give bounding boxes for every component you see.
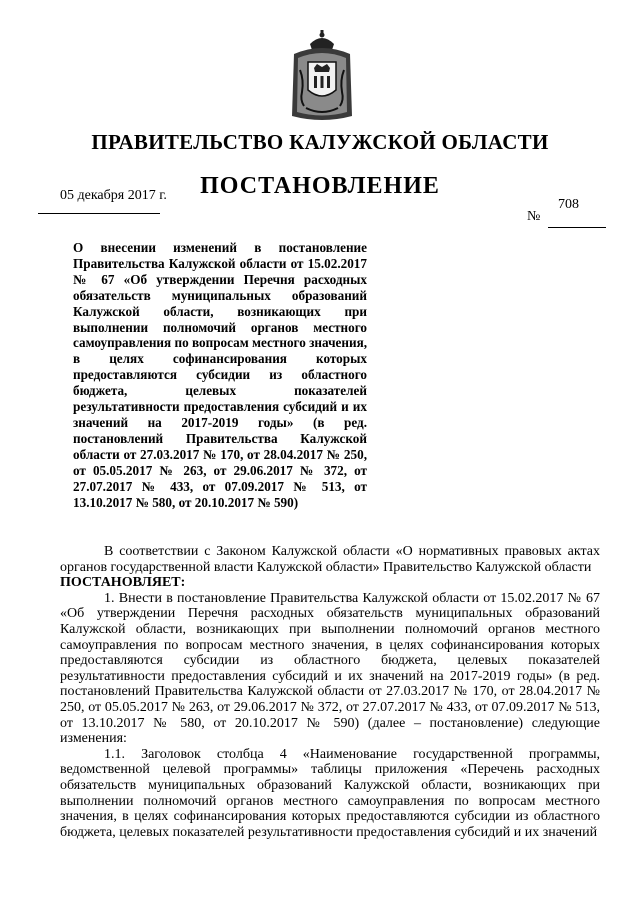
number-underline <box>548 227 606 228</box>
document-subject: О внесении изменений в постановление Правительства Калужской области от 15.02.2017 № 67 «Об утверждении Перечня расходных обязательств муниципальных образований Калужской области, возникающих при выполнении полномочий органов местного самоуправления по вопросам местного значения, в целях софинансирования которых предоставляются субсидии из областного бюджета, целевых показателей результативности предоставления субсидий и их значений на 2017-2019 годы» (в ред. постановлений Правительства Калужской области от 27.03.2017 № 170, от 28.04.2017 № 250, от 05.05.2017 № 263, от 29.06.2017 № 372, от 27.07.2017 № 433, от 07.09.2017 № 513, от 13.10.2017 № 580, от 20.10.2017 № 590) <box>73 240 367 510</box>
government-title: ПРАВИТЕЛЬСТВО КАЛУЖСКОЙ ОБЛАСТИ <box>91 130 549 154</box>
document-type-title: ПОСТАНОВЛЕНИЕ <box>200 173 440 199</box>
coat-of-arms-icon <box>286 30 358 124</box>
coat-of-arms-emblem <box>286 30 358 124</box>
document-body <box>60 544 600 840</box>
document-date: 05 декабря 2017 г. <box>60 188 167 203</box>
date-underline <box>38 213 160 214</box>
document-number: 708 <box>558 197 579 212</box>
number-sign: № <box>527 209 541 224</box>
preamble-paragraph: В соответствии с Законом Калужской области «О нормативных правовых актах органов государственной власти Калужской области» Правительство Калужской области <box>60 544 600 575</box>
decree-word: ПОСТАНОВЛЯЕТ: <box>60 575 186 591</box>
item-1-paragraph: 1. Внести в постановление Правительства Калужской области от 15.02.2017 № 67 «Об утверждении Перечня расходных обязательств муниципальных образований Калужской области, возникающих при выполнении полномочий органов местного самоуправления по вопросам местного значения, в целях софинансирования которых предоставляются субсидии из областного бюджета, целевых показателей результативности предоставления субсидий и их значений на 2017-2019 годы» (в ред. постановлений Правительства Калужской области от 27.03.2017 № 170, от 28.04.2017 № 250, от 05.05.2017 № 263, от 29.06.2017 № 372, от 27.07.2017 № 433, от 07.09.2017 № 513, от 13.10.2017 № 580, от 20.10.2017 № 590) (далее – постановление) следующие изменения: <box>60 590 600 747</box>
item-1-1-paragraph: 1.1. Заголовок столбца 4 «Наименование государственной программы, ведомственной целевой программы» таблицы приложения «Перечень расходных обязательств муниципальных образований Калужской области, возникающих при выполнении полномочий органов местного самоуправления по вопросам местного значения, в целях софинансирования которых предоставляются субсидии из областного бюджета, целевых показателей результативности предоставления субсидий и их значений <box>60 746 600 840</box>
